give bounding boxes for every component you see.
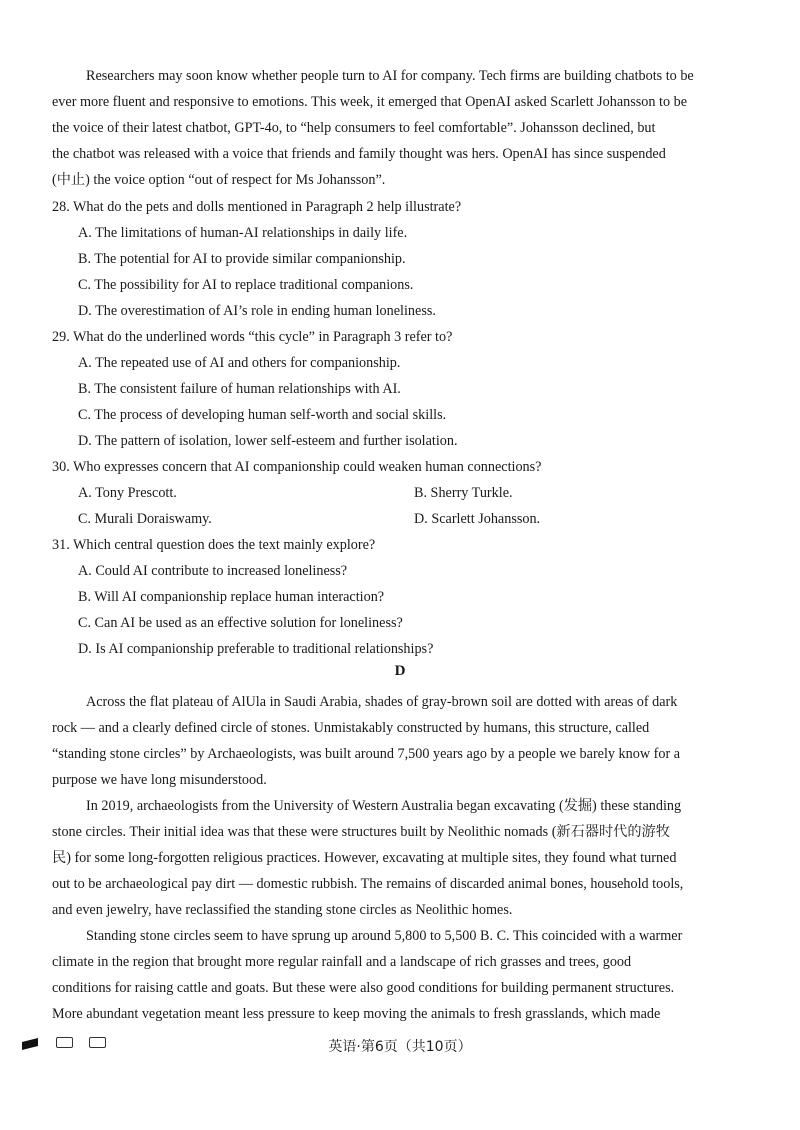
question-30-option-b: B. Sherry Turkle.: [414, 485, 513, 501]
question-29-stem: 29. What do the underlined words “this cycle” in Paragraph 3 refer to?: [52, 329, 453, 345]
question-31-option-a: A. Could AI contribute to increased loneliness?: [78, 563, 348, 579]
question-31-option-c: C. Can AI be used as an effective solution for loneliness?: [78, 615, 403, 631]
passage-line: Researchers may soon know whether people turn to AI for company. Tech firms are building chatbots to be: [86, 68, 694, 84]
question-30-stem: 30. Who expresses concern that AI companionship could weaken human connections?: [52, 459, 542, 475]
section-d-p3-line: Standing stone circles seem to have sprung up around 5,800 to 5,500 B. C. This coincided with a warmer: [86, 928, 683, 944]
question-28-option-d: D. The overestimation of AI’s role in ending human loneliness.: [78, 303, 436, 319]
section-d-p2-line: out to be archaeological pay dirt — domestic rubbish. The remains of discarded animal bones, household tools,: [52, 876, 684, 892]
question-30-option-c: C. Murali Doraiswamy.: [78, 511, 212, 527]
passage-line: the chatbot was released with a voice that friends and family thought was hers. OpenAI has since suspended: [52, 146, 666, 162]
section-d-p1-line: “standing stone circles” by Archaeologists, was built around 7,500 years ago by a people we barely know for a: [52, 746, 681, 762]
section-d-p3-line: conditions for raising cattle and goats. But these were also good conditions for building permanent structures.: [52, 980, 675, 996]
section-d-p3-line: climate in the region that brought more regular rainfall and a landscape of rich grasses and trees, good: [52, 954, 632, 970]
section-d-p1-line: rock — and a clearly defined circle of stones. Unmistakably constructed by humans, this structure, called: [52, 720, 650, 736]
passage-line: ever more fluent and responsive to emotions. This week, it emerged that OpenAI asked Scarlett Johansson to be: [52, 94, 687, 110]
question-29-option-b: B. The consistent failure of human relationships with AI.: [78, 381, 401, 397]
section-d-p3-line: More abundant vegetation meant less pressure to keep moving the animals to fresh grasslands, which made: [52, 1006, 661, 1022]
section-d-p2-line: stone circles. Their initial idea was that these were structures built by Neolithic nomads (新石器时代的游牧: [52, 824, 670, 840]
page-footer: 英语·第6页（共10页）: [328, 1039, 472, 1055]
question-28-stem: 28. What do the pets and dolls mentioned in Paragraph 2 help illustrate?: [52, 199, 462, 215]
question-31-option-d: D. Is AI companionship preferable to traditional relationships?: [78, 641, 434, 657]
section-d-p2-line: and even jewelry, have reclassified the standing stone circles as Neolithic homes.: [52, 902, 513, 918]
passage-line: the voice of their latest chatbot, GPT-4o, to “help consumers to feel comfortable”. Johansson declined, but: [52, 120, 656, 136]
question-30-option-d: D. Scarlett Johansson.: [414, 511, 541, 527]
question-28-option-b: B. The potential for AI to provide similar companionship.: [78, 251, 406, 267]
section-d-p1-line: purpose we have long misunderstood.: [52, 772, 267, 788]
question-29-option-a: A. The repeated use of AI and others for companionship.: [78, 355, 401, 371]
question-31-stem: 31. Which central question does the text mainly explore?: [52, 537, 376, 553]
question-30-option-a: A. Tony Prescott.: [78, 485, 177, 501]
question-28-option-a: A. The limitations of human-AI relationships in daily life.: [78, 225, 408, 241]
passage-line: (中止) the voice option “out of respect for Ms Johansson”.: [52, 172, 386, 188]
section-d-p2-line: In 2019, archaeologists from the University of Western Australia began excavating (发掘) these standing: [86, 798, 682, 814]
question-29-option-d: D. The pattern of isolation, lower self-esteem and further isolation.: [78, 433, 458, 449]
section-d-title: D: [394, 663, 406, 679]
question-29-option-c: C. The process of developing human self-worth and social skills.: [78, 407, 447, 423]
section-d-p1-line: Across the flat plateau of AlUla in Saudi Arabia, shades of gray-brown soil are dotted with areas of dark: [86, 694, 678, 710]
section-d-p2-line: 民) for some long-forgotten religious practices. However, excavating at multiple sites, they found what turned: [52, 850, 677, 866]
question-28-option-c: C. The possibility for AI to replace traditional companions.: [78, 277, 414, 293]
question-31-option-b: B. Will AI companionship replace human interaction?: [78, 589, 385, 605]
